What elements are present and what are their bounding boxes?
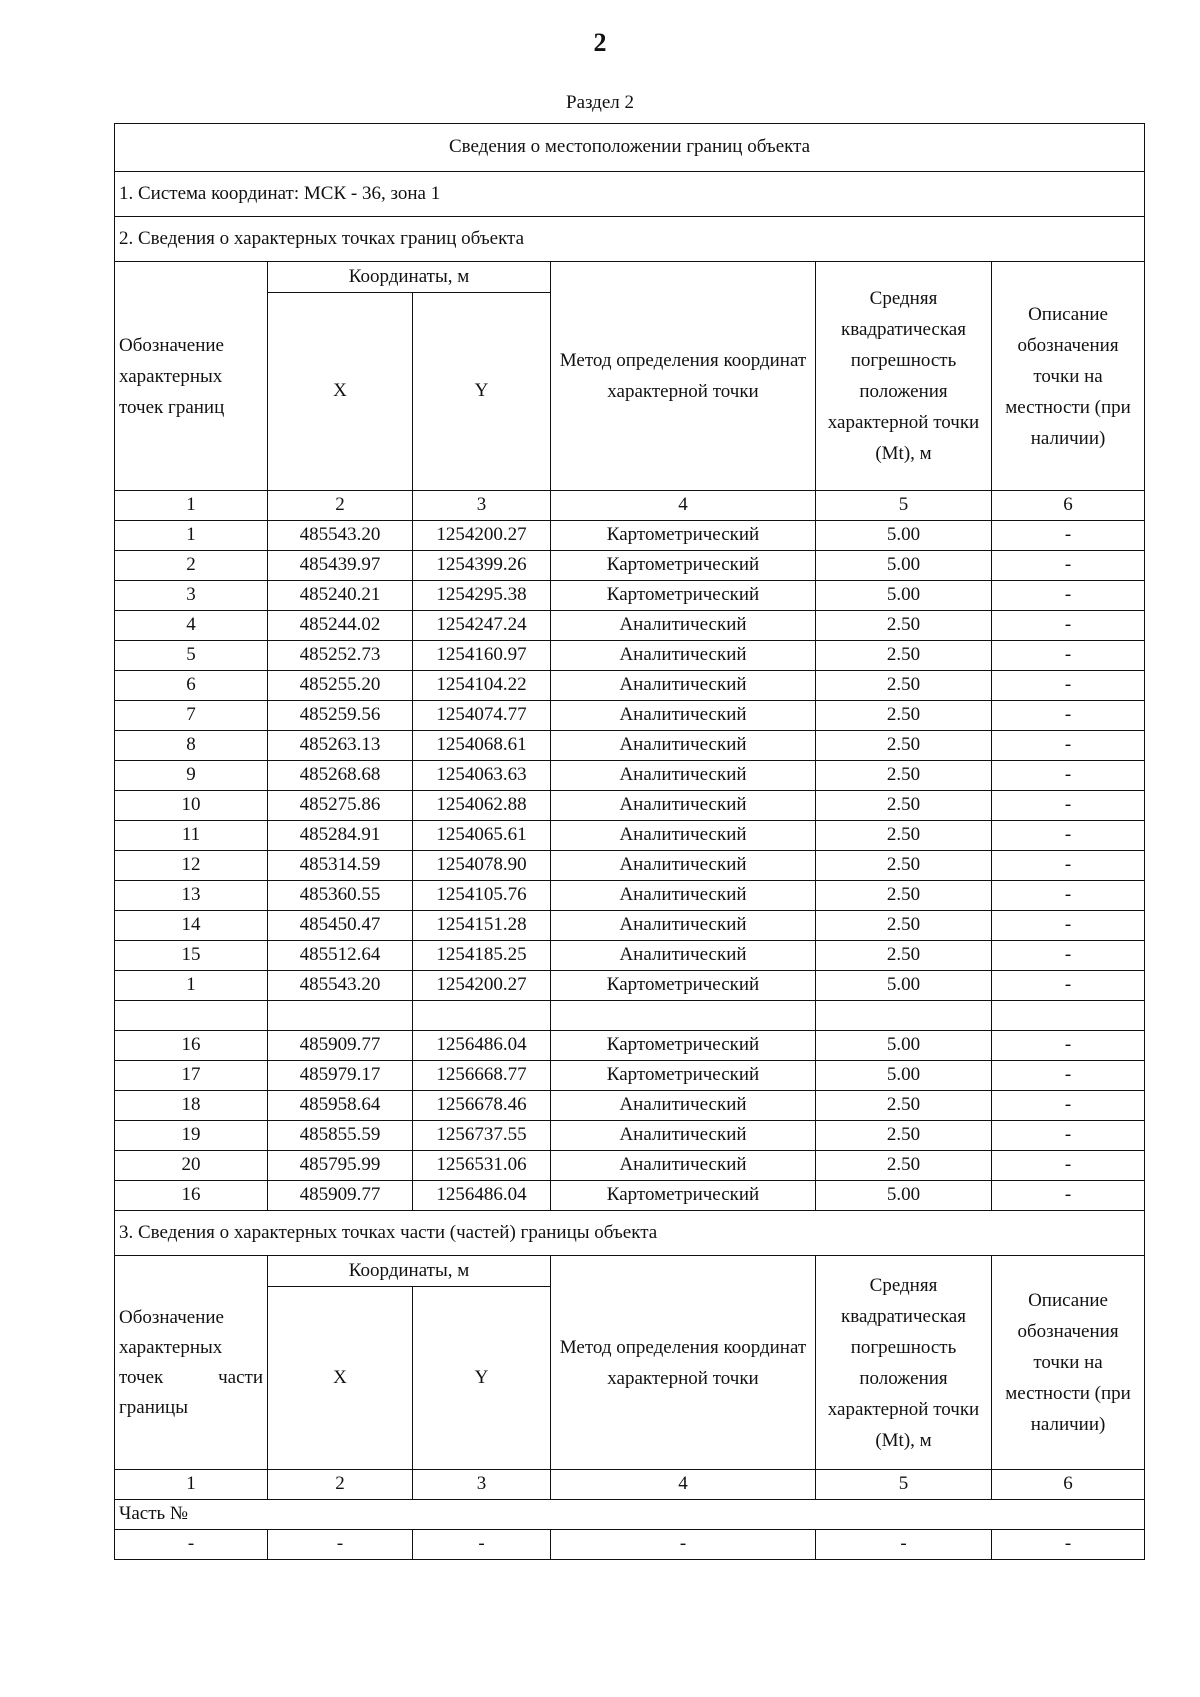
column-number: 3: [413, 491, 551, 521]
cell-coord-y: 1256678.46: [413, 1091, 551, 1121]
cell-error-mt: 2.50: [816, 941, 992, 971]
cell-error-mt: 2.50: [816, 611, 992, 641]
table-row: [115, 581, 1145, 611]
cell-error-mt: 2.50: [816, 911, 992, 941]
header-coordinates: Координаты, м: [268, 262, 551, 293]
cell-method: Аналитический: [551, 701, 816, 731]
header-part-line-3a: точек: [119, 1366, 164, 1388]
cell-coord-x: 485439.97: [268, 551, 413, 581]
cell-method: Картометрический: [551, 521, 816, 551]
table-row: [115, 1121, 1145, 1151]
cell-point-number: 12: [115, 851, 268, 881]
cell-coord-y: 1256737.55: [413, 1121, 551, 1151]
table-title: Сведения о местоположении границ объекта: [115, 124, 1145, 172]
part-cell: -: [115, 1530, 268, 1560]
cell-point-number: 4: [115, 611, 268, 641]
cell-coord-y: 1256486.04: [413, 1031, 551, 1061]
cell-method: Аналитический: [551, 641, 816, 671]
part-cell: -: [816, 1530, 992, 1560]
cell-point-number: 1: [115, 971, 268, 1001]
cell-coord-y: 1254247.24: [413, 611, 551, 641]
header-y-2: Y: [413, 1287, 551, 1470]
cell-point-number: 19: [115, 1121, 268, 1151]
coordinate-system: 1. Система координат: МСК - 36, зона 1: [115, 172, 1145, 217]
cell-error-mt: 2.50: [816, 731, 992, 761]
cell-coord-y: 1256486.04: [413, 1181, 551, 1211]
cell-point-number: 16: [115, 1031, 268, 1061]
cell-point-number: 2: [115, 551, 268, 581]
cell-coord-x: 485284.91: [268, 821, 413, 851]
cell-description: -: [992, 821, 1145, 851]
cell-coord-y: 1254078.90: [413, 851, 551, 881]
cell-coord-y: 1254160.97: [413, 641, 551, 671]
cell-description: -: [992, 611, 1145, 641]
cell-method: Аналитический: [551, 791, 816, 821]
cell-coord-y: 1254074.77: [413, 701, 551, 731]
table-row: [115, 791, 1145, 821]
header-x-2: X: [268, 1287, 413, 1470]
cell-point-number: 16: [115, 1181, 268, 1211]
cell-error-mt: 5.00: [816, 1031, 992, 1061]
cell-method: Аналитический: [551, 761, 816, 791]
cell-point-number: 9: [115, 761, 268, 791]
cell-description: -: [992, 1181, 1145, 1211]
cell-error-mt: 2.50: [816, 641, 992, 671]
cell-description: -: [992, 1061, 1145, 1091]
header-part-line-1: Обозначение: [119, 1306, 224, 1328]
cell-method: Аналитический: [551, 851, 816, 881]
cell-method: Картометрический: [551, 1061, 816, 1091]
cell-coord-x: 485795.99: [268, 1151, 413, 1181]
cell-point-number: 10: [115, 791, 268, 821]
cell-method: Картометрический: [551, 1181, 816, 1211]
cell-method: Аналитический: [551, 1091, 816, 1121]
cell-error-mt: 5.00: [816, 1061, 992, 1091]
cell-error-mt: 2.50: [816, 821, 992, 851]
table-row: [115, 821, 1145, 851]
table-row: [115, 671, 1145, 701]
cell-coord-x: 485958.64: [268, 1091, 413, 1121]
cell-point-number: 14: [115, 911, 268, 941]
cell-coord-x: 485240.21: [268, 581, 413, 611]
table-row: [115, 641, 1145, 671]
cell-point-number: 20: [115, 1151, 268, 1181]
column-number: 4: [551, 491, 816, 521]
part-cell: -: [413, 1530, 551, 1560]
cell-coord-x: 485314.59: [268, 851, 413, 881]
header-x: X: [268, 293, 413, 491]
cell-method: Аналитический: [551, 671, 816, 701]
cell-coord-y: 1254105.76: [413, 881, 551, 911]
cell-description: -: [992, 1151, 1145, 1181]
cell-method: Аналитический: [551, 611, 816, 641]
cell-coord-x: 485255.20: [268, 671, 413, 701]
cell-method: Аналитический: [551, 1121, 816, 1151]
cell-coord-x: 485263.13: [268, 731, 413, 761]
cell-coord-y: 1254185.25: [413, 941, 551, 971]
cell-coord-x: 485855.59: [268, 1121, 413, 1151]
cell-error-mt: 2.50: [816, 791, 992, 821]
part-row: [115, 1530, 1145, 1560]
cell-description: -: [992, 641, 1145, 671]
cell-coord-x: 485275.86: [268, 791, 413, 821]
cell-point-number: 8: [115, 731, 268, 761]
cell-description: -: [992, 791, 1145, 821]
cell-point-number: 7: [115, 701, 268, 731]
header-part-line-3: [119, 1363, 263, 1393]
cell-error-mt: 2.50: [816, 671, 992, 701]
header-point-designation: Обозначение характерных точек границ: [115, 262, 268, 491]
cell-coord-x: 485244.02: [268, 611, 413, 641]
table-row: [115, 551, 1145, 581]
cell-method: Аналитический: [551, 881, 816, 911]
cell-error-mt: 5.00: [816, 581, 992, 611]
part-cell: -: [992, 1530, 1145, 1560]
cell-coord-x: 485360.55: [268, 881, 413, 911]
cell-coord-x: 485450.47: [268, 911, 413, 941]
part-cell: -: [551, 1530, 816, 1560]
cell-error-mt: 2.50: [816, 1091, 992, 1121]
section3-title: 3. Сведения о характерных точках части (частей) границы объекта: [115, 1211, 1145, 1256]
column-numbers-row-2: [115, 1470, 1145, 1500]
cell-error-mt: 2.50: [816, 701, 992, 731]
header-part-line-2: характерных: [119, 1336, 223, 1358]
cell-description: -: [992, 731, 1145, 761]
column-number: 3: [413, 1470, 551, 1500]
cell-coord-x: 485543.20: [268, 521, 413, 551]
blank-separator-row: [115, 1001, 1145, 1031]
table-row: [115, 911, 1145, 941]
header-method-2: Метод определения координат характерной точки: [551, 1256, 816, 1470]
header-description-2: Описание обозначения точки на местности (при наличии): [992, 1256, 1145, 1470]
cell-coord-y: 1254068.61: [413, 731, 551, 761]
cell-coord-y: 1254399.26: [413, 551, 551, 581]
cell-method: Картометрический: [551, 581, 816, 611]
header-error: Средняя квадратическая погрешность положения характерной точки (Mt), м: [816, 262, 992, 491]
cell-coord-x: 485268.68: [268, 761, 413, 791]
page-number: 2: [593, 28, 607, 57]
header-description: Описание обозначения точки на местности (при наличии): [992, 262, 1145, 491]
cell-method: Аналитический: [551, 821, 816, 851]
cell-error-mt: 5.00: [816, 551, 992, 581]
cell-point-number: 18: [115, 1091, 268, 1121]
cell-point-number: 3: [115, 581, 268, 611]
table-row: [115, 761, 1145, 791]
header-part-line-3b: части: [218, 1366, 263, 1388]
column-number: 1: [115, 1470, 268, 1500]
cell-point-number: 5: [115, 641, 268, 671]
part-label: Часть №: [115, 1500, 1145, 1530]
cell-description: -: [992, 851, 1145, 881]
column-number: 6: [992, 1470, 1145, 1500]
header-error-2: Средняя квадратическая погрешность положения характерной точки (Mt), м: [816, 1256, 992, 1470]
table-row: [115, 701, 1145, 731]
cell-coord-y: 1254295.38: [413, 581, 551, 611]
table-row: [115, 851, 1145, 881]
table-row: [115, 1151, 1145, 1181]
header-part-line-4: границы: [119, 1396, 188, 1418]
column-numbers-row: [115, 491, 1145, 521]
table-row: [115, 1061, 1145, 1091]
table-row: [115, 941, 1145, 971]
cell-method: Картометрический: [551, 551, 816, 581]
cell-description: -: [992, 701, 1145, 731]
header-coordinates-2: Координаты, м: [268, 1256, 551, 1287]
table-row: [115, 521, 1145, 551]
table-row: [115, 1091, 1145, 1121]
table-row: [115, 611, 1145, 641]
cell-coord-x: 485909.77: [268, 1031, 413, 1061]
cell-coord-x: 485259.56: [268, 701, 413, 731]
cell-error-mt: 2.50: [816, 851, 992, 881]
cell-coord-y: 1254200.27: [413, 521, 551, 551]
cell-description: -: [992, 761, 1145, 791]
cell-method: Аналитический: [551, 1151, 816, 1181]
cell-coord-x: 485252.73: [268, 641, 413, 671]
cell-description: -: [992, 551, 1145, 581]
cell-description: -: [992, 1091, 1145, 1121]
cell-method: Картометрический: [551, 1031, 816, 1061]
cell-method: Картометрический: [551, 971, 816, 1001]
cell-error-mt: 2.50: [816, 1151, 992, 1181]
cell-method: Аналитический: [551, 941, 816, 971]
cell-point-number: 1: [115, 521, 268, 551]
cell-point-number: 6: [115, 671, 268, 701]
column-number: 5: [816, 1470, 992, 1500]
cell-error-mt: 5.00: [816, 1181, 992, 1211]
header-method: Метод определения координат характерной точки: [551, 262, 816, 491]
cell-coord-x: 485909.77: [268, 1181, 413, 1211]
cell-coord-x: 485979.17: [268, 1061, 413, 1091]
cell-method: Аналитический: [551, 731, 816, 761]
cell-description: -: [992, 521, 1145, 551]
cell-coord-y: 1256531.06: [413, 1151, 551, 1181]
section-title: Раздел 2: [566, 92, 634, 113]
column-number: 4: [551, 1470, 816, 1500]
cell-description: -: [992, 1121, 1145, 1151]
boundary-table: [114, 123, 1145, 1560]
cell-point-number: 17: [115, 1061, 268, 1091]
cell-error-mt: 5.00: [816, 521, 992, 551]
cell-error-mt: 2.50: [816, 881, 992, 911]
column-number: 1: [115, 491, 268, 521]
part-cell: -: [268, 1530, 413, 1560]
cell-description: -: [992, 671, 1145, 701]
cell-coord-y: 1254104.22: [413, 671, 551, 701]
table-row: [115, 1181, 1145, 1211]
cell-coord-y: 1254062.88: [413, 791, 551, 821]
table-row: [115, 881, 1145, 911]
cell-point-number: 15: [115, 941, 268, 971]
cell-coord-y: 1254065.61: [413, 821, 551, 851]
cell-error-mt: 2.50: [816, 1121, 992, 1151]
column-number: 5: [816, 491, 992, 521]
cell-coord-y: 1254151.28: [413, 911, 551, 941]
cell-description: -: [992, 881, 1145, 911]
cell-coord-y: 1256668.77: [413, 1061, 551, 1091]
table-row: [115, 731, 1145, 761]
cell-point-number: 11: [115, 821, 268, 851]
table-row: [115, 1031, 1145, 1061]
cell-description: -: [992, 941, 1145, 971]
cell-coord-x: 485543.20: [268, 971, 413, 1001]
cell-error-mt: 2.50: [816, 761, 992, 791]
column-number: 2: [268, 491, 413, 521]
cell-description: -: [992, 971, 1145, 1001]
cell-method: Аналитический: [551, 911, 816, 941]
header-y: Y: [413, 293, 551, 491]
cell-description: -: [992, 1031, 1145, 1061]
cell-description: -: [992, 581, 1145, 611]
cell-coord-y: 1254063.63: [413, 761, 551, 791]
header-part-point-designation: [115, 1256, 268, 1470]
section2-title: 2. Сведения о характерных точках границ объекта: [115, 217, 1145, 262]
cell-description: -: [992, 911, 1145, 941]
cell-coord-x: 485512.64: [268, 941, 413, 971]
column-number: 6: [992, 491, 1145, 521]
column-number: 2: [268, 1470, 413, 1500]
cell-point-number: 13: [115, 881, 268, 911]
cell-error-mt: 5.00: [816, 971, 992, 1001]
cell-coord-y: 1254200.27: [413, 971, 551, 1001]
table-row: [115, 971, 1145, 1001]
